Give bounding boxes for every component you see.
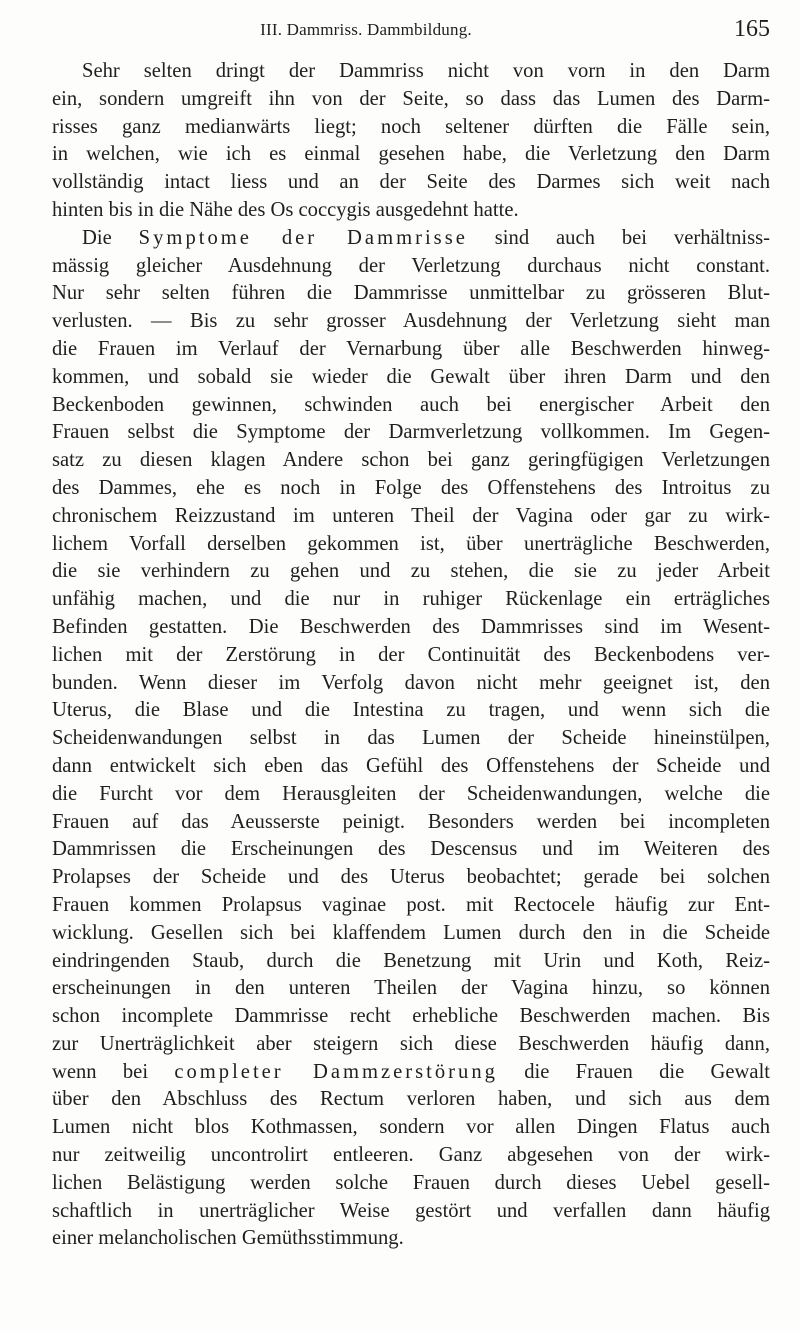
text-line: in welchen, wie ich es einmal gesehen habe, die Verletzung den Darm bbox=[52, 143, 770, 166]
text-line: über den Abschluss des Rectum verloren haben, und sich aus dem bbox=[52, 1088, 770, 1111]
text-line: Frauen kommen Prolapsus vaginae post. mit Rectocele häufig zur Ent- bbox=[52, 893, 770, 916]
text-line: Nur sehr selten führen die Dammrisse unmittelbar zu grösseren Blut- bbox=[52, 282, 770, 305]
text-line: erscheinungen in den unteren Theilen der Vagina hinzu, so können bbox=[52, 977, 770, 1000]
text-line bbox=[52, 1059, 770, 1087]
page-number: 165 bbox=[734, 16, 770, 42]
text-line: Prolapses der Scheide und des Uterus beobachtet; gerade bei solchen bbox=[52, 866, 770, 889]
text-line: ein, sondern umgreift ihn von der Seite, so dass das Lumen des Darm- bbox=[52, 87, 770, 110]
text-line: die sie verhindern zu gehen und zu stehen, die sie zu jeder Arbeit bbox=[52, 560, 770, 583]
running-head bbox=[52, 14, 770, 48]
text-line: unfähig machen, und die nur in ruhiger Rückenlage ein erträgliches bbox=[52, 588, 770, 611]
text-line: Frauen selbst die Symptome der Darmverletzung vollkommen. Im Gegen- bbox=[52, 421, 770, 444]
text-line: Dammrissen die Erscheinungen des Descensus und im Weiteren des bbox=[52, 838, 770, 861]
text-line: satz zu diesen klagen Andere schon bei ganz geringfügigen Verletzungen bbox=[52, 449, 770, 472]
text-line: Beckenboden gewinnen, schwinden auch bei energischer Arbeit den bbox=[52, 393, 770, 416]
text-line: chronischem Reizzustand im unteren Theil der Vagina oder gar zu wirk- bbox=[52, 504, 770, 527]
text-line: einer melancholischen Gemüthsstimmung. bbox=[52, 1227, 404, 1250]
text-line: schaftlich in unerträglicher Weise gestört und verfallen dann häufig bbox=[52, 1199, 770, 1222]
text-segment: wenn bei bbox=[52, 1060, 175, 1083]
text-line: die Furcht vor dem Herausgleiten der Scheidenwandungen, welche die bbox=[52, 782, 770, 805]
text-line: verlusten. — Bis zu sehr grosser Ausdehnung der Verletzung sieht man bbox=[52, 310, 770, 333]
text-line: lichem Vorfall derselben gekommen ist, über unerträgliche Beschwerden, bbox=[52, 532, 770, 555]
text-line: Befinden gestatten. Die Beschwerden des Dammrisses sind im Wesent- bbox=[52, 615, 770, 638]
text-line: nur zeitweilig uncontrolirt entleeren. Ganz abgesehen von der wirk- bbox=[52, 1144, 770, 1167]
text-line: Uterus, die Blase und die Intestina zu tragen, und wenn sich die bbox=[52, 699, 770, 722]
emphasized-term: Symptome der Dammrisse bbox=[138, 226, 468, 249]
text-line: Frauen auf das Aeusserste peinigt. Besonders werden bei incompleten bbox=[52, 810, 770, 833]
text-line: lichen Belästigung werden solche Frauen durch dieses Uebel gesell- bbox=[52, 1171, 770, 1194]
paragraph bbox=[52, 225, 770, 1253]
text-segment: die Frauen die Gewalt bbox=[497, 1060, 771, 1083]
text-line: eindringenden Staub, durch die Benetzung mit Urin und Koth, Reiz- bbox=[52, 949, 770, 972]
chapter-heading: III. Dammriss. Dammbildung. bbox=[260, 20, 472, 39]
text-line: die Frauen im Verlauf der Vernarbung über alle Beschwerden hinweg- bbox=[52, 337, 770, 360]
text-line: des Dammes, ehe es noch in Folge des Offenstehens des Introitus zu bbox=[52, 476, 770, 499]
text-line: dann entwickelt sich eben das Gefühl des Offenstehens der Scheide und bbox=[52, 754, 770, 777]
text-line: bunden. Wenn dieser im Verfolg davon nicht mehr geeignet ist, den bbox=[52, 671, 770, 694]
text-line: Sehr selten dringt der Dammriss nicht von vorn in den Darm bbox=[82, 60, 770, 82]
text-line bbox=[52, 225, 770, 253]
text-line: risses ganz medianwärts liegt; noch seltener dürften die Fälle sein, bbox=[52, 115, 770, 138]
text-segment: Die bbox=[82, 226, 139, 249]
text-line: lichen mit der Zerstörung in der Continuität des Beckenbodens ver- bbox=[52, 643, 770, 666]
text-line: schon incomplete Dammrisse recht erhebliche Beschwerden machen. Bis bbox=[52, 1005, 770, 1028]
text-line: Lumen nicht blos Kothmassen, sondern vor allen Dingen Flatus auch bbox=[52, 1116, 770, 1139]
text-line: mässig gleicher Ausdehnung der Verletzung durchaus nicht constant. bbox=[52, 254, 770, 277]
text-line: kommen, und sobald sie wieder die Gewalt über ihren Darm und den bbox=[52, 365, 770, 388]
text-line: vollständig intact liess und an der Seite des Darmes sich weit nach bbox=[52, 171, 770, 194]
text-line: zur Unerträglichkeit aber steigern sich diese Beschwerden häufig dann, bbox=[52, 1032, 770, 1055]
text-segment: sind auch bei verhältniss- bbox=[467, 226, 770, 249]
body-text bbox=[52, 58, 770, 1253]
text-line: Scheidenwandungen selbst in das Lumen der Scheide hineinstülpen, bbox=[52, 727, 770, 750]
paragraph bbox=[52, 58, 770, 225]
emphasized-term: completer Dammzerstörung bbox=[174, 1060, 498, 1083]
text-line: hinten bis in die Nähe des Os coccygis ausgedehnt hatte. bbox=[52, 198, 519, 221]
text-line: wicklung. Gesellen sich bei klaffendem Lumen durch den in die Scheide bbox=[52, 921, 770, 944]
